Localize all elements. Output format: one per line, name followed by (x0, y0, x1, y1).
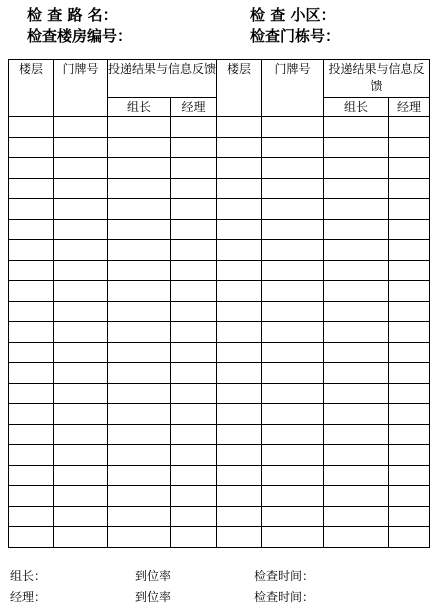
table-cell (9, 178, 54, 199)
table-cell (54, 219, 108, 240)
footer-time-label-1: 检查时间： (254, 569, 315, 583)
table-cell (54, 260, 108, 281)
table-row (9, 260, 430, 281)
table-cell (324, 281, 389, 302)
table-cell (262, 178, 324, 199)
table-cell (171, 506, 217, 527)
table-cell (171, 363, 217, 384)
table-cell (9, 158, 54, 179)
table-row (9, 465, 430, 486)
road-name-label: 检 查 路 名： (27, 6, 118, 24)
table-cell (54, 301, 108, 322)
table-cell (324, 301, 389, 322)
table-cell (217, 158, 262, 179)
table-cell (108, 445, 171, 466)
table-cell (389, 486, 430, 507)
table-cell (108, 117, 171, 138)
table-cell (108, 260, 171, 281)
table-row (9, 322, 430, 343)
table-row (9, 117, 430, 138)
footer-rate-label-2: 到位率 (135, 590, 172, 604)
table-cell (262, 117, 324, 138)
table-cell (108, 178, 171, 199)
table-cell (389, 219, 430, 240)
table-cell (389, 363, 430, 384)
subheader-leader: 组长 (108, 98, 171, 117)
table-cell (171, 342, 217, 363)
table-cell (54, 322, 108, 343)
table-cell (324, 445, 389, 466)
table-cell (217, 281, 262, 302)
table-cell (389, 178, 430, 199)
table-cell (262, 260, 324, 281)
footer-rate-label-1: 到位率 (135, 569, 172, 583)
table-cell (171, 383, 217, 404)
table-cell (9, 527, 54, 548)
table-cell (262, 465, 324, 486)
table-cell (324, 219, 389, 240)
table-cell (262, 301, 324, 322)
table-row (9, 178, 430, 199)
table-row (9, 219, 430, 240)
table-row (9, 445, 430, 466)
table-cell (324, 527, 389, 548)
table-cell (217, 404, 262, 425)
table-row (9, 240, 430, 261)
table-cell (108, 137, 171, 158)
table-cell (108, 383, 171, 404)
table-cell (324, 178, 389, 199)
header-floor: 楼层 (9, 60, 54, 117)
table-cell (54, 342, 108, 363)
table-cell (9, 363, 54, 384)
table-cell (389, 506, 430, 527)
table-cell (54, 404, 108, 425)
table-cell (108, 219, 171, 240)
table-cell (389, 465, 430, 486)
table-cell (217, 445, 262, 466)
table-cell (389, 158, 430, 179)
table-cell (262, 506, 324, 527)
table-cell (262, 137, 324, 158)
table-cell (171, 527, 217, 548)
table-cell (54, 117, 108, 138)
footer-manager-label: 经理： (10, 590, 47, 604)
table-cell (171, 137, 217, 158)
header-door-no-2: 门牌号 (262, 60, 324, 117)
table-cell (9, 445, 54, 466)
table-cell (54, 240, 108, 261)
table-cell (324, 506, 389, 527)
table-cell (324, 363, 389, 384)
table-cell (108, 363, 171, 384)
table-cell (389, 240, 430, 261)
table-cell (9, 383, 54, 404)
table-cell (9, 281, 54, 302)
table-cell (324, 465, 389, 486)
table-cell (171, 260, 217, 281)
header-floor-2: 楼层 (217, 60, 262, 117)
table-header-row (9, 60, 430, 98)
table-cell (171, 445, 217, 466)
footer-leader-label: 组长： (10, 569, 47, 583)
table-cell (217, 363, 262, 384)
table-cell (54, 199, 108, 220)
inspection-table (8, 59, 430, 548)
table-cell (262, 383, 324, 404)
table-row (9, 506, 430, 527)
table-cell (262, 342, 324, 363)
table-cell (54, 486, 108, 507)
table-cell (108, 404, 171, 425)
table-cell (9, 219, 54, 240)
table-cell (262, 363, 324, 384)
table-row (9, 363, 430, 384)
table-cell (389, 445, 430, 466)
subheader-manager: 经理 (171, 98, 217, 117)
table-cell (171, 178, 217, 199)
table-cell (54, 527, 108, 548)
table-cell (217, 486, 262, 507)
table-cell (389, 117, 430, 138)
table-cell (217, 506, 262, 527)
community-label: 检 查 小区： (250, 6, 336, 24)
table-cell (9, 199, 54, 220)
table-body (9, 117, 430, 548)
table-cell (262, 199, 324, 220)
table-cell (389, 260, 430, 281)
table-cell (54, 137, 108, 158)
table-cell (171, 199, 217, 220)
table-cell (9, 137, 54, 158)
table-cell (262, 486, 324, 507)
table-cell (389, 322, 430, 343)
table-cell (54, 158, 108, 179)
table-cell (217, 199, 262, 220)
table-cell (389, 301, 430, 322)
table-cell (389, 383, 430, 404)
table-cell (217, 424, 262, 445)
table-row (9, 527, 430, 548)
table-cell (324, 199, 389, 220)
table-cell (389, 342, 430, 363)
table-cell (9, 301, 54, 322)
table-cell (217, 465, 262, 486)
table-cell (324, 342, 389, 363)
header-feedback-2: 投递结果与信息反馈 (324, 60, 430, 98)
table-cell (108, 486, 171, 507)
table-row (9, 281, 430, 302)
table-cell (54, 281, 108, 302)
table-cell (9, 260, 54, 281)
table-row (9, 342, 430, 363)
table-cell (171, 404, 217, 425)
table-cell (217, 260, 262, 281)
table-cell (171, 486, 217, 507)
table-cell (217, 301, 262, 322)
table-cell (9, 322, 54, 343)
table-cell (217, 342, 262, 363)
table-cell (217, 240, 262, 261)
table-cell (171, 322, 217, 343)
header-door-no: 门牌号 (54, 60, 108, 117)
table-cell (54, 465, 108, 486)
table-cell (217, 117, 262, 138)
table-cell (108, 506, 171, 527)
table-cell (171, 301, 217, 322)
table-cell (171, 117, 217, 138)
table-cell (108, 342, 171, 363)
table-cell (389, 281, 430, 302)
table-cell (9, 486, 54, 507)
table-cell (324, 383, 389, 404)
table-cell (217, 527, 262, 548)
table-cell (108, 322, 171, 343)
table-cell (9, 506, 54, 527)
table-cell (262, 445, 324, 466)
header-feedback: 投递结果与信息反馈 (108, 60, 217, 98)
table-row (9, 158, 430, 179)
table-row (9, 383, 430, 404)
subheader-manager-2: 经理 (389, 98, 430, 117)
table-cell (324, 322, 389, 343)
table-cell (262, 527, 324, 548)
table-cell (217, 137, 262, 158)
table-cell (217, 322, 262, 343)
table-cell (324, 424, 389, 445)
table-cell (171, 465, 217, 486)
table-cell (108, 301, 171, 322)
table-cell (9, 465, 54, 486)
table-row (9, 301, 430, 322)
table-cell (324, 137, 389, 158)
table-cell (54, 363, 108, 384)
table-cell (324, 117, 389, 138)
table-cell (389, 199, 430, 220)
table-cell (108, 158, 171, 179)
table-cell (171, 240, 217, 261)
table-cell (54, 178, 108, 199)
table-cell (389, 404, 430, 425)
table-cell (171, 158, 217, 179)
footer-time-label-2: 检查时间： (254, 590, 315, 604)
subheader-leader-2: 组长 (324, 98, 389, 117)
table-cell (262, 219, 324, 240)
table-row (9, 199, 430, 220)
table-cell (389, 137, 430, 158)
table-cell (108, 465, 171, 486)
table-cell (324, 260, 389, 281)
table-cell (9, 404, 54, 425)
table-cell (262, 158, 324, 179)
table-cell (262, 240, 324, 261)
door-number-label: 检查门栋号： (250, 27, 341, 45)
table-cell (54, 445, 108, 466)
table-cell (217, 178, 262, 199)
table-cell (324, 158, 389, 179)
table-row (9, 137, 430, 158)
table-cell (324, 486, 389, 507)
table-cell (389, 424, 430, 445)
table-cell (217, 219, 262, 240)
table-cell (389, 527, 430, 548)
table-cell (9, 117, 54, 138)
table-row (9, 404, 430, 425)
table-cell (324, 240, 389, 261)
table-cell (262, 404, 324, 425)
table-cell (108, 281, 171, 302)
table-cell (217, 383, 262, 404)
table-cell (262, 322, 324, 343)
table-cell (9, 424, 54, 445)
table-cell (262, 424, 324, 445)
table-cell (262, 281, 324, 302)
table-cell (171, 281, 217, 302)
table-cell (108, 240, 171, 261)
table-cell (171, 424, 217, 445)
table-cell (9, 342, 54, 363)
table-cell (108, 527, 171, 548)
table-cell (9, 240, 54, 261)
table-row (9, 486, 430, 507)
table-cell (54, 506, 108, 527)
table-cell (108, 199, 171, 220)
building-number-label: 检查楼房编号： (27, 27, 133, 45)
table-cell (54, 424, 108, 445)
table-row (9, 424, 430, 445)
table-cell (171, 219, 217, 240)
table-cell (324, 404, 389, 425)
table-cell (54, 383, 108, 404)
table-cell (108, 424, 171, 445)
